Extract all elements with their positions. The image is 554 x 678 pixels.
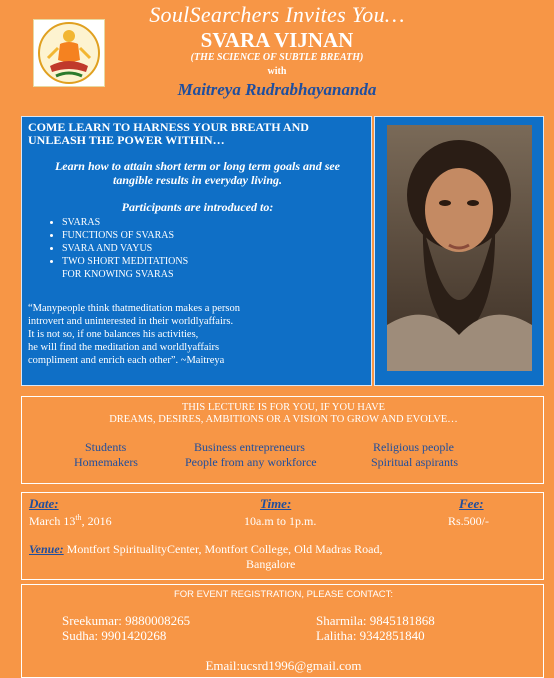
quote-line: introvert and uninterested in their worldlyaffairs. <box>28 316 234 327</box>
topic-item: • FUNCTIONS OF SVARAS <box>62 229 188 242</box>
presenter-portrait-icon <box>387 125 532 371</box>
venue-city: Bangalore <box>246 557 296 571</box>
topic-item: • TWO SHORT MEDITATIONS <box>62 255 188 268</box>
intro-headline: COME LEARN TO HARNESS YOUR BREATH AND UNLEASH THE POWER WITHIN… <box>28 120 309 147</box>
contact-box <box>21 584 544 678</box>
date-day: March 13 <box>29 514 76 528</box>
topic-item: • SVARAS <box>62 216 188 229</box>
time-value: 10a.m to 1p.m. <box>244 514 317 528</box>
audience-group: Business entrepreneurs <box>194 440 305 454</box>
audience-group: Religious people <box>373 440 454 454</box>
date-suffix: th <box>75 513 82 522</box>
venue-address: Montfort SpiritualityCenter, Montfort College, Old Madras Road, <box>63 542 383 556</box>
date-year: , 2016 <box>81 514 112 528</box>
audience-heading <box>22 402 545 426</box>
contact-heading: FOR EVENT REGISTRATION, PLEASE CONTACT: <box>173 589 394 600</box>
participants-label: Participants are introduced to: <box>121 200 274 214</box>
event-subtitle: (THE SCIENCE OF SUBTLE BREATH) <box>190 52 364 63</box>
fee-value: Rs.500/- <box>448 514 490 528</box>
event-name: SVARA VIJNAN <box>200 28 354 52</box>
fee-label: Fee: <box>459 496 484 511</box>
audience-group: People from any workforce <box>185 455 317 469</box>
date-value <box>29 513 112 529</box>
quote-line: he will find the meditation and worldlyaffairs <box>28 342 220 353</box>
contact-person: Sharmila: 9845181868 <box>316 613 435 628</box>
audience-heading-line: DREAMS, DESIRES, AMBITIONS OR A VISION TO GROW AND EVOLVE… <box>109 414 458 425</box>
presenter-photo <box>387 125 532 371</box>
audience-group: Students <box>85 440 127 454</box>
audience-group: Homemakers <box>74 455 138 469</box>
audience-heading-line: THIS LECTURE IS FOR YOU, IF YOU HAVE <box>181 402 386 413</box>
audience-group: Spiritual aspirants <box>371 455 458 469</box>
audience-box <box>21 396 544 484</box>
contact-person: Lalitha: 9342851840 <box>316 628 425 643</box>
presenter-name: Maitreya Rudrabhayananda <box>177 80 377 99</box>
contact-email: Email:ucsrd1996@gmail.com <box>205 658 362 673</box>
time-label: Time: <box>260 496 292 511</box>
intro-learn-text: Learn how to attain short term or long term goals and see tangible results in everyday living. <box>54 159 341 187</box>
event-details-box <box>21 492 544 580</box>
venue-line <box>29 542 382 557</box>
topic-item: • SVARA AND VAYUS <box>62 242 188 255</box>
quote-line: It is not so, if one balances his activities, <box>28 329 199 340</box>
maitreya-quote <box>28 302 368 367</box>
with-label: with <box>267 66 287 77</box>
quote-line: compliment and enrich each other”. ~Maitreya <box>28 355 225 366</box>
contact-person: Sudha: 9901420268 <box>62 628 167 643</box>
date-label: Date: <box>29 496 59 511</box>
photo-panel <box>374 116 544 386</box>
venue-label: Venue: <box>29 542 64 556</box>
quote-line: “Manypeople think thatmeditation makes a person <box>28 303 240 314</box>
topics-list <box>46 216 188 281</box>
invite-title: SoulSearchers Invites You… <box>149 2 405 27</box>
contact-person: Sreekumar: 9880008265 <box>62 613 191 628</box>
topic-item-continuation: FOR KNOWING SVARAS <box>62 269 174 280</box>
intro-panel <box>21 116 372 386</box>
